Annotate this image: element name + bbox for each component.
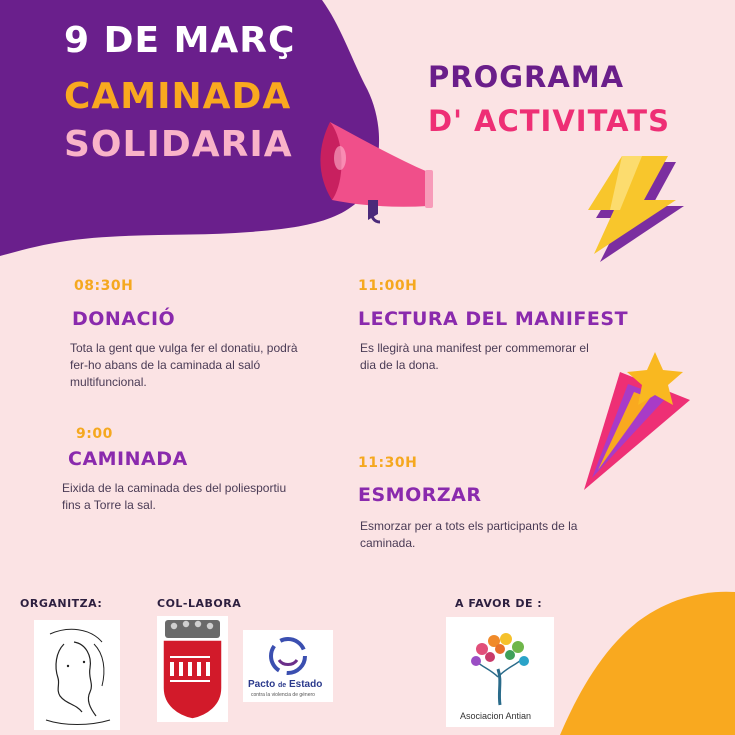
pacto-circle-icon xyxy=(243,630,333,678)
description-line: fins a Torre la sal. xyxy=(62,498,156,512)
activity-time: 11:30H xyxy=(358,455,418,471)
description-line: Eixida de la caminada des del poliesportiu xyxy=(62,481,287,495)
town-shield-logo xyxy=(157,616,228,722)
program-heading-line1: PROGRAMA xyxy=(428,60,625,94)
activity-description xyxy=(360,518,577,552)
organitza-label: ORGANITZA: xyxy=(20,597,103,610)
association-logo xyxy=(34,620,120,730)
activity-time: 11:00H xyxy=(358,278,418,294)
activity-description xyxy=(62,480,286,514)
activity-description xyxy=(360,340,589,374)
description-line: caminada. xyxy=(360,536,416,550)
description-line: Es llegirà una manifest per commemorar el xyxy=(360,341,589,355)
colabora-label: COL-LABORA xyxy=(157,597,242,610)
faces-drawing-icon xyxy=(34,620,120,730)
pacto-subtitle: contra la violencia de género xyxy=(251,692,315,698)
activity-title: ESMORZAR xyxy=(358,484,482,506)
activity-time: 9:00 xyxy=(76,426,113,442)
activity-title: DONACIÓ xyxy=(72,308,176,330)
activity-description xyxy=(70,340,298,391)
program-heading-line2: D' ACTIVITATS xyxy=(428,104,670,138)
description-line: Tota la gent que vulga fer el donatiu, podrà xyxy=(70,341,298,355)
pacto-estado-word: Estado xyxy=(288,679,323,690)
activity-title: LECTURA DEL MANIFEST xyxy=(358,308,629,330)
shooting-star-icon xyxy=(584,352,690,490)
event-date: 9 DE MARÇ xyxy=(64,20,296,61)
event-title-line1: CAMINADA xyxy=(64,76,292,117)
pacto-de-word: de xyxy=(278,682,287,689)
activity-title: CAMINADA xyxy=(68,448,188,470)
activity-time: 08:30H xyxy=(74,278,134,294)
description-line: Esmorzar per a tots els participants de la xyxy=(360,519,578,533)
shield-icon xyxy=(157,616,228,722)
antian-name: Asociacion Antian xyxy=(460,711,532,721)
pacto-word: Pacto xyxy=(248,679,276,690)
antian-logo xyxy=(446,617,554,727)
a-favor-label: A FAVOR DE : xyxy=(455,597,543,610)
description-line: fer-ho abans de la caminada al saló xyxy=(70,358,261,372)
orange-blob xyxy=(560,592,735,735)
event-title-line2: SOLIDARIA xyxy=(64,124,293,165)
description-line: multifuncional. xyxy=(70,375,147,389)
tree-icon xyxy=(446,617,554,709)
pacto-estado-logo xyxy=(243,630,333,702)
lightning-icon xyxy=(588,156,684,262)
description-line: dia de la dona. xyxy=(360,358,439,372)
